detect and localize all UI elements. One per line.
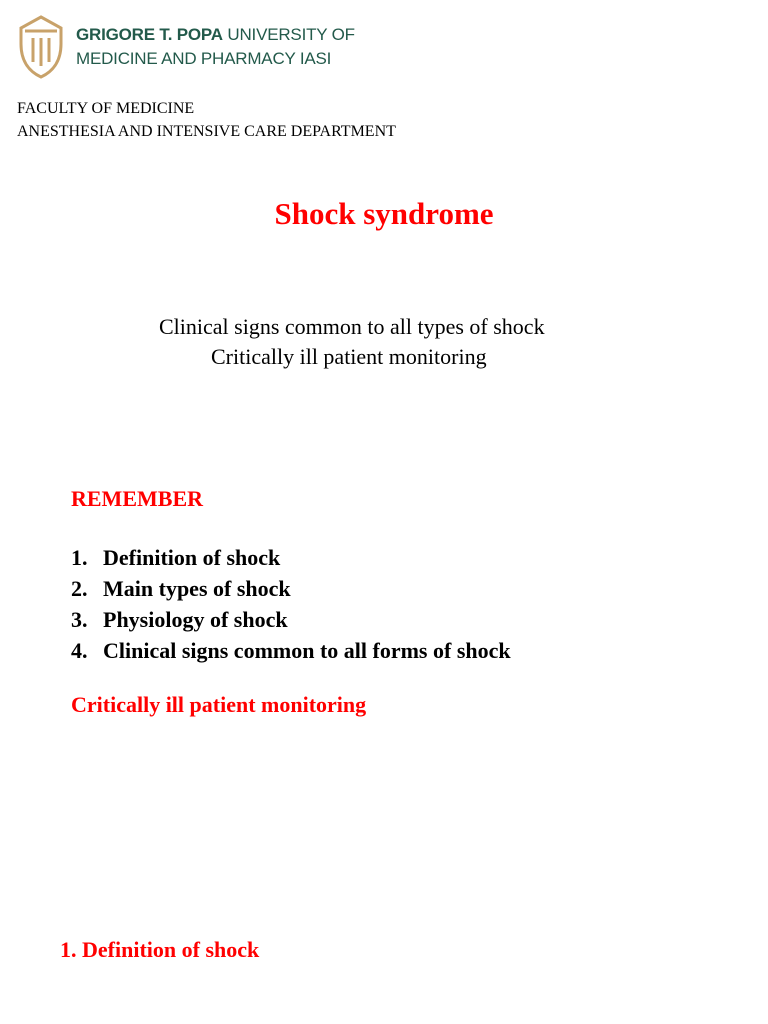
- list-item-text: Main types of shock: [103, 576, 291, 601]
- document-title: Shock syndrome: [274, 196, 494, 231]
- list-item-number: 2.: [71, 576, 88, 601]
- list-item: [71, 543, 511, 574]
- list-item-number: 1.: [71, 545, 88, 570]
- header: [16, 14, 355, 80]
- subtitle-line-2: Critically ill patient monitoring: [211, 344, 487, 369]
- list-item-text: Clinical signs common to all forms of shock: [103, 638, 511, 663]
- faculty-name: FACULTY OF MEDICINE: [17, 100, 195, 117]
- monitoring-heading: Critically ill patient monitoring: [71, 692, 367, 717]
- university-name-bold: GRIGORE T. POPA: [76, 25, 223, 44]
- list-item-number: 4.: [71, 638, 88, 663]
- section-heading-definition: 1. Definition of shock: [60, 937, 260, 962]
- list-item: [71, 605, 511, 636]
- remember-heading: REMEMBER: [71, 486, 203, 511]
- university-name-line1: UNIVERSITY OF: [222, 25, 355, 44]
- remember-list: [71, 543, 511, 667]
- list-item: [71, 636, 511, 667]
- list-item-text: Definition of shock: [103, 545, 281, 570]
- university-name: [76, 23, 355, 71]
- list-item-number: 3.: [71, 607, 88, 632]
- subtitle-line-1: Clinical signs common to all types of shock: [159, 314, 545, 339]
- department-name: ANESTHESIA AND INTENSIVE CARE DEPARTMENT: [17, 123, 396, 140]
- list-item-text: Physiology of shock: [103, 607, 288, 632]
- list-item: [71, 574, 511, 605]
- university-name-line2: MEDICINE AND PHARMACY IASI: [76, 49, 332, 68]
- university-crest-icon: [16, 14, 66, 80]
- department-block: [17, 97, 396, 143]
